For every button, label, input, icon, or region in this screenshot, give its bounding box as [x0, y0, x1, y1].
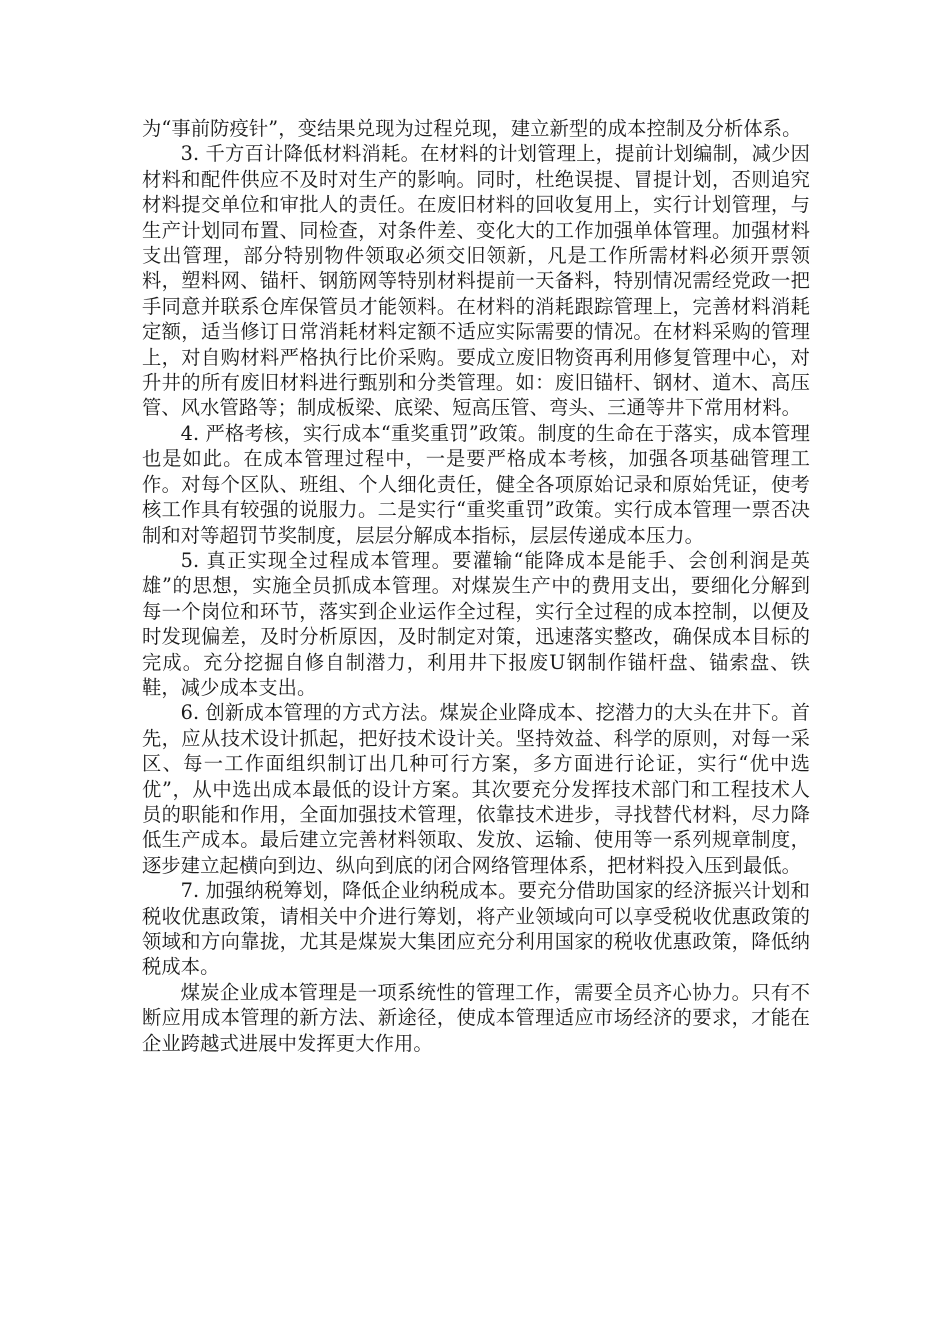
paragraph-item-7: 7. 加强纳税筹划，降低企业纳税成本。要充分借助国家的经济振兴计划和税收优惠政策，请相关中介进行筹划，将产业领域向可以享受税收优惠政策的领域和方向靠拢，尤其是煤炭大集团应充分利用国家的税收优惠政策，降低纳税成本。: [142, 879, 810, 979]
paragraph-item-6: 6. 创新成本管理的方式方法。煤炭企业降成本、挖潜力的大头在井下。首先，应从技术设计抓起，把好技术设计关。坚持效益、科学的原则，对每一采区、每一工作面组织制订出几种可行方案，多方面进行论证，实行“优中选优”，从中选出成本最低的设计方案。其次要充分发挥技术部门和工程技术人员的职能和作用，全面加强技术管理，依靠技术进步，寻找替代材料，尽力降低生产成本。最后建立完善材料领取、发放、运输、使用等一系列规章制度，逐步建立起横向到边、纵向到底的闭合网络管理体系，把材料投入压到最低。: [142, 701, 810, 877]
document-page: [142, 116, 810, 1056]
paragraph-continuation: 为“事前防疫针”，变结果兑现为过程兑现，建立新型的成本控制及分析体系。: [142, 117, 802, 140]
paragraph-item-4: 4. 严格考核，实行成本“重奖重罚”政策。制度的生命在于落实，成本管理也是如此。在成本管理过程中，一是要严格成本考核，加强各项基础管理工作。对每个区队、班组、个人细化责任，健全各项原始记录和原始凭证，使考核工作具有较强的说服力。二是实行“重奖重罚”政策。实行成本管理一票否决制和对等超罚节奖制度，层层分解成本指标，层层传递成本压力。: [142, 421, 810, 547]
paragraph-conclusion: 煤炭企业成本管理是一项系统性的管理工作，需要全员齐心协力。只有不断应用成本管理的新方法、新途径，使成本管理适应市场经济的要求，才能在企业跨越式进展中发挥更大作用。: [142, 980, 810, 1055]
paragraph-item-3: 3. 千方百计降低材料消耗。在材料的计划管理上，提前计划编制，减少因材料和配件供应不及时对生产的影响。同时，杜绝误提、冒提计划，否则追究材料提交单位和审批人的责任。在废旧材料的回收复用上，实行计划管理，与生产计划同布置、同检查，对条件差、变化大的工作加强单体管理。加强材料支出管理，部分特别物件领取必须交旧领新，凡是工作所需材料必须开票领料，塑料网、锚杆、钢筋网等特别材料提前一天备料，特别情况需经党政一把手同意并联系仓库保管员才能领料。在材料的消耗跟踪管理上，完善材料消耗定额，适当修订日常消耗材料定额不适应实际需要的情况。在材料采购的管理上，对自购材料严格执行比价采购。要成立废旧物资再利用修复管理中心，对升井的所有废旧材料进行甄别和分类管理。如：废旧锚杆、钢材、道木、高压管、风水管路等；制成板梁、底梁、短高压管、弯头、三通等井下常用材料。: [142, 142, 810, 420]
paragraph-item-5: 5. 真正实现全过程成本管理。要灌输“能降成本是能手、会创利润是英雄”的思想，实施全员抓成本管理。对煤炭生产中的费用支出，要细化分解到每一个岗位和环节，落实到企业运作全过程，实行全过程的成本控制，以便及时发现偏差，及时分析原因，及时制定对策，迅速落实整改，确保成本目标的完成。充分挖掘自修自制潜力，利用井下报废U钢制作锚杆盘、锚索盘、铁鞋，减少成本支出。: [142, 548, 810, 699]
